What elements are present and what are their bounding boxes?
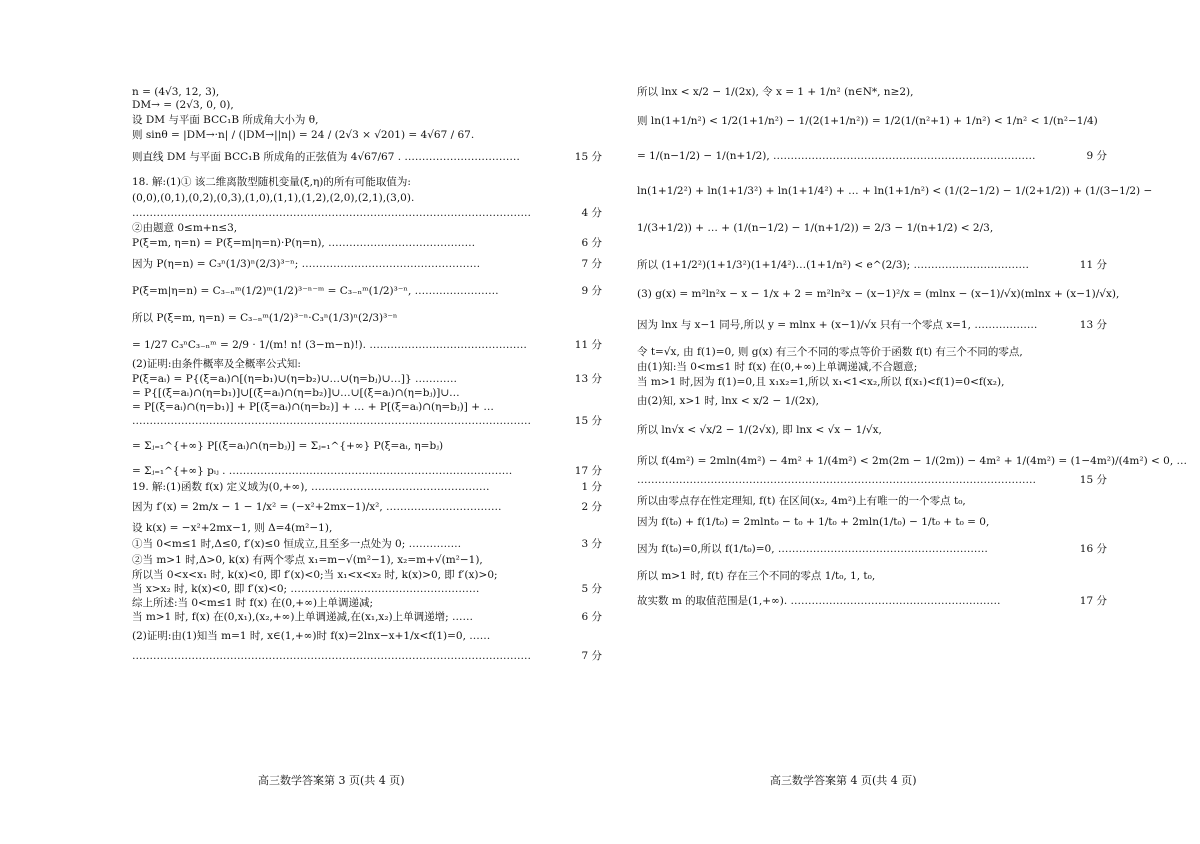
line-text: 由(1)知:当 0<m≤1 时 f(x) 在(0,+∞)上单调递减,不合题意;: [637, 361, 918, 373]
solution-line: [637, 346, 1107, 359]
solution-line: [132, 129, 602, 142]
solution-line: [637, 185, 1153, 198]
line-text: 因为 lnx 与 x−1 同号,所以 y = mlnx + (x−1)/√x 只有一个零点 x=1, ………………: [637, 319, 1038, 331]
solution-line: [637, 150, 1107, 163]
line-text: 因为 P(η=n) = C₃ⁿ(1/3)ⁿ(2/3)³⁻ⁿ; ……………………………………………: [132, 258, 481, 270]
line-text: = Σⱼ₌₁^{+∞} P[(ξ=aᵢ)∩(η=bⱼ)] = Σⱼ₌₁^{+∞} P(ξ=aᵢ, η=bⱼ): [132, 440, 444, 452]
solution-line: [637, 455, 1187, 468]
line-text: 所以当 0<x<x₁ 时, k(x)<0, 即 f′(x)<0;当 x₁<x<x₂ 时, k(x)>0, 即 f′(x)>0;: [132, 569, 498, 581]
solution-line: [132, 554, 602, 567]
score-label: 6 分: [578, 611, 602, 624]
solution-line: [132, 522, 602, 535]
solution-line: [637, 595, 1107, 608]
score-label: 6 分: [578, 237, 602, 250]
solution-line: [637, 319, 1107, 332]
line-text: 所以 lnx < x/2 − 1/(2x), 令 x = 1 + 1/n² (n∈N*, n≥2),: [637, 86, 914, 98]
score-label: 13 分: [572, 373, 602, 386]
line-text: (3) g(x) = m²ln²x − x − 1/x + 2 = m²ln²x − (x−1)²/x = (mlnx − (x−1)/√x)(mlnx + (x−1)/√x),: [637, 288, 1120, 300]
solution-line: [132, 114, 602, 127]
line-text: DM→ = (2√3, 0, 0),: [132, 99, 234, 111]
solution-line: [637, 474, 1107, 487]
solution-line: [132, 440, 602, 453]
score-label: 9 分: [578, 285, 602, 298]
right-column: [637, 86, 1187, 608]
score-label: 2 分: [578, 501, 602, 514]
solution-line: [132, 99, 602, 112]
line-text: ……………………………………………………………………………………………………: [132, 415, 531, 427]
line-text: 则直线 DM 与平面 BCC₁B 所成角的正弦值为 4√67/67 . ……………………………: [132, 151, 520, 163]
solution-line: [132, 258, 602, 271]
line-text: 当 m>1 时,因为 f(1)=0,且 x₁x₂=1,所以 x₁<1<x₂,所以 f(x₁)<f(1)=0<f(x₂),: [637, 376, 1005, 388]
line-text: 设 k(x) = −x²+2mx−1, 则 Δ=4(m²−1),: [132, 522, 333, 534]
line-text: (2)证明:由(1)知当 m=1 时, x∈(1,+∞)时 f(x)=2lnx−x+1/x<f(1)=0, ……: [132, 630, 491, 642]
line-text: P(ξ=aᵢ) = P{(ξ=aᵢ)∩[(η=b₁)∪(η=b₂)∪…∪(η=bⱼ)∪…]} …………: [132, 373, 457, 385]
solution-line: [637, 376, 1107, 389]
line-text: P(ξ=m|η=n) = C₃₋ₙᵐ(1/2)ᵐ(1/2)³⁻ⁿ⁻ᵐ = C₃₋ₙᵐ(1/2)³⁻ⁿ, ……………………: [132, 285, 499, 297]
solution-line: [132, 151, 602, 164]
solution-line: [132, 192, 602, 205]
line-text: ……………………………………………………………………………………………………: [637, 474, 1036, 486]
solution-line: [132, 401, 602, 414]
line-text: 因为 f(t₀) + f(1/t₀) = 2mlnt₀ − t₀ + 1/t₀ + 2mln(1/t₀) − 1/t₀ + t₀ = 0,: [637, 516, 990, 528]
solution-line: [132, 207, 602, 220]
left-column: [132, 86, 602, 663]
score-label: 13 分: [1077, 319, 1107, 332]
line-text: 19. 解:(1)函数 f(x) 定义域为(0,+∞), ……………………………………………: [132, 481, 490, 493]
page-footer-right: 高三数学答案第 4 页(共 4 页): [770, 774, 917, 787]
score-label: 5 分: [578, 583, 602, 596]
solution-line: [637, 288, 1120, 301]
solution-line: [637, 259, 1107, 272]
line-text: 所以 f(4m²) = 2mln(4m²) − 4m² + 1/(4m²) < 2m(2m − 1/(2m)) − 4m² + 1/(4m²) = (1−4m²)/(4m²) < 0, …: [637, 455, 1187, 467]
line-text: 所以 (1+1/2²)(1+1/3²)(1+1/4²)…(1+1/n²) < e^(2/3); ……………………………: [637, 259, 1029, 271]
line-text: 当 x>x₂ 时, k(x)<0, 即 f′(x)<0; ………………………………………………: [132, 583, 480, 595]
solution-line: [132, 312, 602, 325]
line-text: P(ξ=m, η=n) = P(ξ=m|η=n)·P(η=n), ……………………………………: [132, 237, 476, 249]
line-text: 所以 ln√x < √x/2 − 1/(2√x), 即 lnx < √x − 1/√x,: [637, 424, 882, 436]
line-text: ……………………………………………………………………………………………………: [132, 650, 531, 662]
solution-line: [132, 501, 602, 514]
line-text: 当 m>1 时, f(x) 在(0,x₁),(x₂,+∞)上单调递减,在(x₁,x₂)上单调递增; ……: [132, 611, 474, 623]
line-text: = P[(ξ=aᵢ)∩(η=b₁)] + P[(ξ=aᵢ)∩(η=b₂)] + … + P[(ξ=aᵢ)∩(η=bⱼ)] + …: [132, 401, 494, 413]
solution-line: [637, 424, 1107, 437]
score-label: 3 分: [578, 538, 602, 551]
line-text: = Σⱼ₌₁^{+∞} pᵢⱼ . ………………………………………………………………………: [132, 465, 513, 477]
score-label: 7 分: [578, 258, 602, 271]
line-text: 因为 f(t₀)=0,所以 f(1/t₀)=0, ……………………………………………………: [637, 543, 988, 555]
line-text: 所以 P(ξ=m, η=n) = C₃₋ₙᵐ(1/2)³⁻ⁿ·C₃ⁿ(1/3)ⁿ(2/3)³⁻ⁿ: [132, 312, 398, 324]
line-text: 所以由零点存在性定理知, f(t) 在区间(x₂, 4m²)上有唯一的一个零点 t₀,: [637, 495, 966, 507]
solution-line: [132, 237, 602, 250]
solution-line: [637, 543, 1107, 556]
solution-line: [637, 395, 1107, 408]
solution-line: [637, 516, 1107, 529]
solution-line: [637, 86, 1107, 99]
line-text: 所以 m>1 时, f(t) 存在三个不同的零点 1/t₀, 1, t₀,: [637, 570, 876, 582]
score-label: 15 分: [1077, 474, 1107, 487]
solution-line: [132, 650, 602, 663]
score-label: 15 分: [572, 415, 602, 428]
solution-line: [637, 222, 1107, 235]
score-label: 15 分: [572, 151, 602, 164]
line-text: ①当 0<m≤1 时,Δ≤0, f′(x)≤0 恒成立,且至多一点处为 0; ……………: [132, 538, 462, 550]
line-text: = 1/(n−1/2) − 1/(n+1/2), …………………………………………………………………: [637, 150, 1036, 162]
solution-line: [637, 570, 1107, 583]
line-text: ……………………………………………………………………………………………………: [132, 207, 531, 219]
line-text: ln(1+1/2²) + ln(1+1/3²) + ln(1+1/4²) + … + ln(1+1/n²) < (1/(2−1/2) − 1/(2+1/2)) + (1/(3−1/2) −: [637, 185, 1153, 197]
solution-line: [132, 630, 602, 643]
page-footer-left: 高三数学答案第 3 页(共 4 页): [258, 774, 405, 787]
solution-line: [637, 361, 1107, 374]
solution-line: [132, 358, 602, 371]
score-label: 4 分: [578, 207, 602, 220]
solution-line: [132, 373, 602, 386]
solution-line: [132, 481, 602, 494]
line-text: 1/(3+1/2)) + … + (1/(n−1/2) − 1/(n+1/2)) = 2/3 − 1/(n+1/2) < 2/3,: [637, 222, 994, 234]
solution-line: [132, 538, 602, 551]
score-label: 7 分: [578, 650, 602, 663]
line-text: (0,0),(0,1),(0,2),(0,3),(1,0),(1,1),(1,2),(2,0),(2,1),(3,0).: [132, 192, 415, 204]
solution-line: [132, 465, 602, 478]
line-text: 令 t=√x, 由 f(1)=0, 则 g(x) 有三个不同的零点等价于函数 f(t) 有三个不同的零点,: [637, 346, 1023, 358]
line-text: 故实数 m 的取值范围是(1,+∞). ……………………………………………………: [637, 595, 1001, 607]
line-text: 设 DM 与平面 BCC₁B 所成角大小为 θ,: [132, 114, 319, 126]
line-text: = 1/27 C₃ⁿC₃₋ₙᵐ = 2/9 · 1/(m! n! (3−m−n)!). ………………………………………: [132, 339, 527, 351]
score-label: 16 分: [1077, 543, 1107, 556]
solution-line: [132, 583, 602, 596]
line-text: 则 ln(1+1/n²) < 1/2(1+1/n²) − 1/(2(1+1/n²)) = 1/2(1/(n²+1) + 1/n²) < 1/n² < 1/(n²−1/4): [637, 115, 1098, 127]
line-text: 综上所述:当 0<m≤1 时 f(x) 在(0,+∞)上单调递减;: [132, 597, 374, 609]
line-text: n = (4√3, 12, 3),: [132, 86, 220, 98]
score-label: 1 分: [578, 481, 602, 494]
line-text: 由(2)知, x>1 时, lnx < x/2 − 1/(2x),: [637, 395, 819, 407]
solution-line: [132, 86, 602, 99]
score-label: 9 分: [1083, 150, 1107, 163]
line-text: (2)证明:由条件概率及全概率公式知:: [132, 358, 301, 370]
solution-line: [637, 115, 1107, 128]
solution-line: [637, 495, 1107, 508]
solution-line: [132, 415, 602, 428]
solution-line: [132, 176, 602, 189]
line-text: = P{[(ξ=aᵢ)∩(η=b₁)]∪[(ξ=aᵢ)∩(η=b₂)]∪…∪[(ξ=aᵢ)∩(η=bⱼ)]∪…: [132, 387, 460, 399]
score-label: 11 分: [1077, 259, 1107, 272]
solution-line: [132, 569, 602, 582]
score-label: 17 分: [572, 465, 602, 478]
line-text: ②当 m>1 时,Δ>0, k(x) 有两个零点 x₁=m−√(m²−1), x₂=m+√(m²−1),: [132, 554, 483, 566]
line-text: 18. 解:(1)① 该二维离散型随机变量(ξ,η)的所有可能取值为:: [132, 176, 411, 188]
solution-line: [132, 387, 602, 400]
solution-line: [132, 597, 602, 610]
solution-line: [132, 285, 602, 298]
line-text: ②由题意 0≤m+n≤3,: [132, 222, 238, 234]
line-text: 因为 f′(x) = 2m/x − 1 − 1/x² = (−x²+2mx−1)/x², ……………………………: [132, 501, 502, 513]
solution-line: [132, 611, 602, 624]
solution-line: [132, 222, 602, 235]
score-label: 11 分: [572, 339, 602, 352]
score-label: 17 分: [1077, 595, 1107, 608]
line-text: 则 sinθ = |DM→·n| / (|DM→||n|) = 24 / (2√3 × √201) = 4√67 / 67.: [132, 129, 475, 141]
solution-line: [132, 339, 602, 352]
